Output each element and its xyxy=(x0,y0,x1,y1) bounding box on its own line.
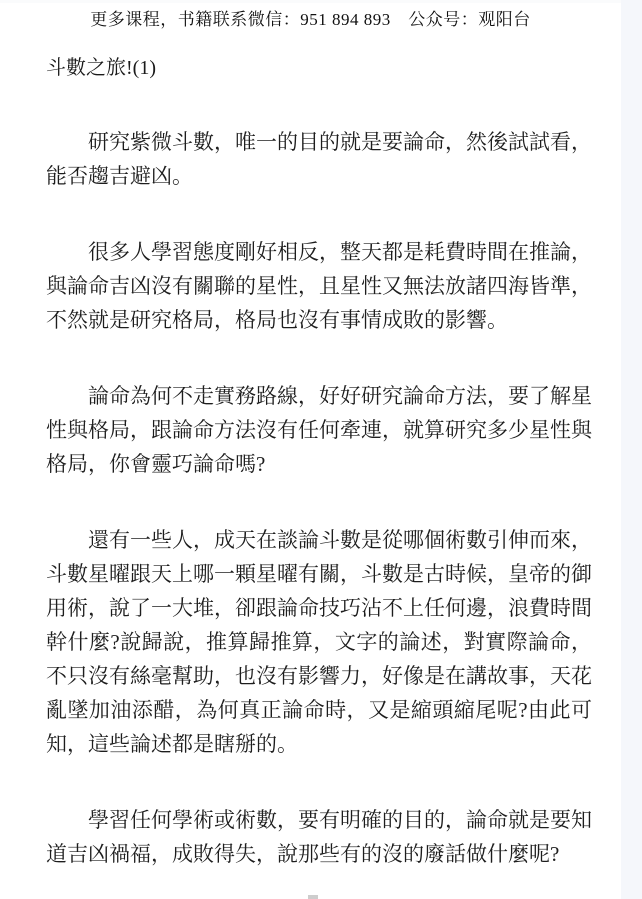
paragraph-2: 很多人學習態度剛好相反，整天都是耗費時間在推論，與論命吉凶沒有關聯的星性，且星性又無法放諸四海皆準，不然就是研究格局，格局也沒有事情成敗的影響。 xyxy=(46,240,592,332)
header-contact-line: 更多课程，书籍联系微信：951 894 893 公众号：观阳台 xyxy=(90,10,531,29)
paragraph-3: 論命為何不走實務路線，好好研究論命方法，要了解星性與格局，跟論命方法沒有任何牽連，就算研究多少星性與格局，你會靈巧論命嗎? xyxy=(46,384,592,476)
page-title: 斗數之旅!(1) xyxy=(46,57,156,79)
paragraph-5: 學習任何學術或術數，要有明確的目的，論命就是要知道吉凶禍福，成敗得失，說那些有的沒的廢話做什麼呢? xyxy=(46,808,592,866)
paragraph-1: 研究紫微斗數，唯一的目的就是要論命，然後試試看，能否趨吉避凶。 xyxy=(46,130,592,188)
scrollbar-track[interactable] xyxy=(621,0,642,899)
document-body xyxy=(46,125,592,871)
page-number-partial xyxy=(308,895,318,899)
paragraph-4: 還有一些人，成天在談論斗數是從哪個術數引伸而來，斗數星曜跟天上哪一顆星曜有關，斗數是古時候，皇帝的御用術，說了一大堆，卻跟論命技巧沾不上任何邊，浪費時間幹什麼?說歸說，推算歸推算，文字的論述，對實際論命，不只沒有絲毫幫助，也沒有影響力，好像是在講故事，天花亂墜加油添醋，為何真正論命時，又是縮頭縮尾呢?由此可知，這些論述都是瞎掰的。 xyxy=(46,528,592,756)
